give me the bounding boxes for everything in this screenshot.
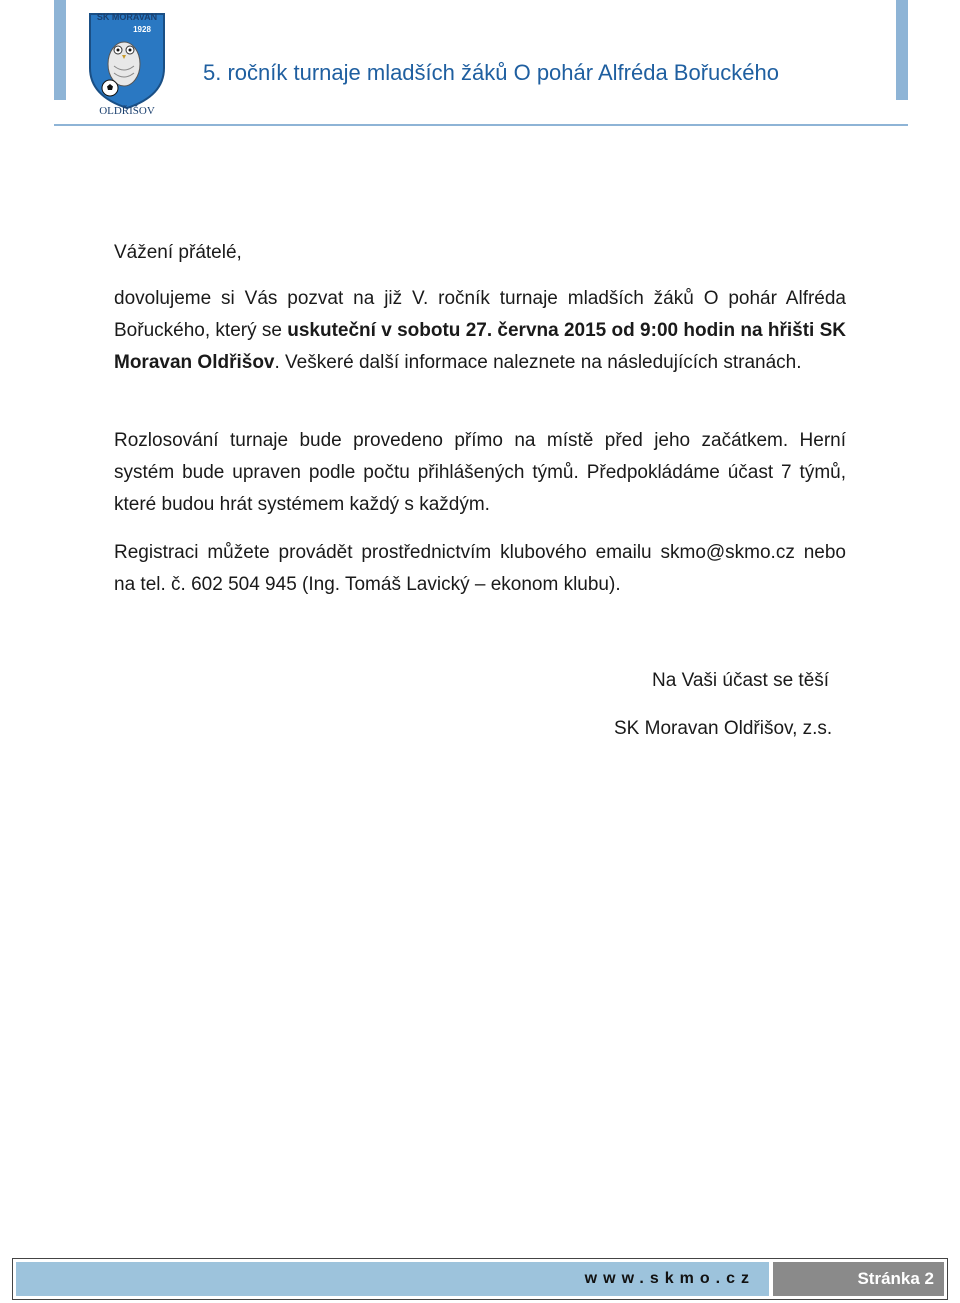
registration-paragraph: Registraci můžete provádět prostřednictvím klubového emailu skmo@skmo.cz nebo na tel. č. 602 504 945 (Ing. Tomáš Lavický – ekonom klubu). [114,542,846,595]
page-title: 5. ročník turnaje mladších žáků O pohár Alfréda Bořuckého [203,60,779,85]
invitation-text-end: . Veškeré další informace naleznete na následujících stranách. [274,352,802,373]
invitation-paragraph [114,283,846,379]
owl-icon [108,42,140,86]
football-icon [102,80,118,96]
svg-text:OLDŘIŠOV: OLDŘIŠOV [99,105,155,117]
club-logo [84,8,170,118]
invitation-text-start: dovolujeme si Vás pozvat na již V. ročník turnaje mladších žáků O pohár Alfréda Bořuckého, který se [114,288,846,341]
footer-page-number: Stránka 2 [773,1262,944,1296]
footer-website: www.skmo.cz [16,1262,769,1296]
letter-closing: Na Vaši účast se těší [652,670,830,691]
header-accent-bar-left [54,0,66,100]
page-footer [12,1258,948,1300]
header-accent-bar-right [896,0,908,100]
letter-signature: SK Moravan Oldřišov, z.s. [614,718,833,739]
event-details: uskuteční v sobotu 27. června 2015 od 9:00 hodin na hřišti SK Moravan Oldřišov [114,320,846,373]
header-rule [54,124,908,126]
svg-text:SK MORAVAN: SK MORAVAN [96,12,158,22]
svg-text:1928: 1928 [133,25,151,34]
draw-system-paragraph: Rozlosování turnaje bude provedeno přímo na místě před jeho začátkem. Herní systém bude upraven podle počtu přihlášených týmů. Předpokládáme účast 7 týmů, které budou hrát systémem každý s každým. [114,430,846,515]
letter-greeting: Vážení přátelé, [114,242,242,263]
